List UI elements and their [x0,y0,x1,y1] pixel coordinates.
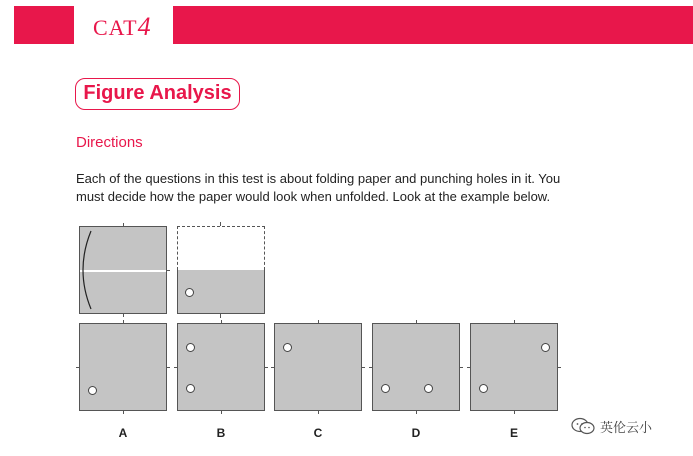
option-e[interactable] [470,323,558,411]
unfolded-outline [177,226,265,270]
example-fold-step [79,226,167,314]
punch-hole [283,343,292,352]
instructions-line-2: must decide how the paper would look when unfolded. Look at the example below. [76,189,551,204]
example-punch-step [177,226,265,314]
punch-hole [186,343,195,352]
wechat-icon [570,417,596,435]
punch-hole [186,384,195,393]
instructions-line-1: Each of the questions in this test is about folding paper and punching holes in it. You [76,171,561,186]
punch-hole [541,343,550,352]
punch-hole [185,288,194,297]
fold-arrow-icon [79,227,93,313]
watermark-text: 英伦云小 [600,419,653,435]
option-b[interactable] [177,323,265,411]
option-a[interactable] [79,323,167,411]
watermark [570,415,652,437]
option-label-a: A [118,426,128,440]
option-label-d: D [411,426,421,440]
directions-heading: Directions [76,134,143,151]
option-label-c: C [313,426,323,440]
section-title: Figure Analysis [75,78,240,110]
header-banner-left [14,6,74,44]
option-d[interactable] [372,323,460,411]
cat4-logo: CAT4 [93,12,152,41]
punch-hole [479,384,488,393]
option-c[interactable] [274,323,362,411]
punch-hole [381,384,390,393]
header-banner-right [173,6,693,44]
punch-hole [88,386,97,395]
punch-hole [424,384,433,393]
option-label-b: B [216,426,226,440]
option-label-e: E [509,426,518,440]
